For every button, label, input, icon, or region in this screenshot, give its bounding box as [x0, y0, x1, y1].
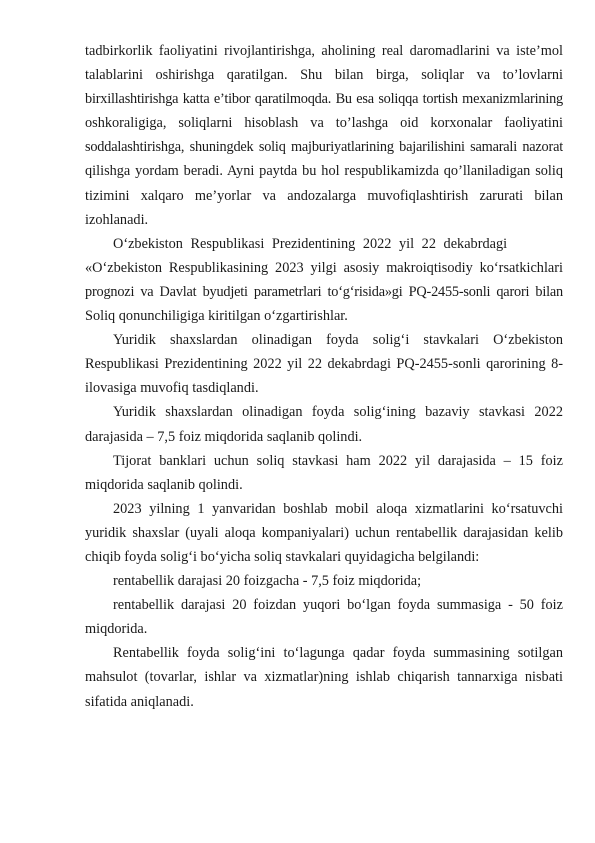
text-line: O‘zbekiston Respublikasi Prezidentining 2022 yil 22 dekabrdagi: [113, 235, 508, 252]
text-line: prognozi va Davlat byudjeti parametrlari to‘g‘risida»gi PQ-2455-sonli qarori bilan: [85, 283, 563, 300]
text-line: rentabellik darajasi 20 foizdan yuqori bo‘lgan foyda summasiga - 50 foiz: [113, 597, 563, 614]
text-line: oshkoraligiga, soliqlarni hisoblash va to’lashga oid korxonalar faoliyatini: [85, 115, 563, 132]
text-line: izohlanadi.: [85, 211, 149, 228]
text-line: rentabellik darajasi 20 foizgacha - 7,5 foiz miqdorida;: [113, 573, 422, 590]
text-line: Tijorat banklari uchun soliq stavkasi ham 2022 yil darajasida – 15 foiz: [113, 452, 563, 469]
text-line: Rentabellik foyda solig‘ini to‘lagunga qadar foyda summasining sotilgan: [113, 645, 563, 662]
text-line: Yuridik shaxslardan olinadigan foyda solig‘ining bazaviy stavkasi 2022: [113, 404, 563, 421]
text-line: Soliq qonunchiligiga kiritilgan o‘zgartirishlar.: [85, 308, 348, 325]
text-line: mahsulot (tovarlar, ishlar va xizmatlar)ning ishlab chiqarish tannarxiga nisbati: [85, 669, 563, 686]
text-line: qilishga yordam beradi. Ayni paytda bu hol respublikamizda qo’llaniladigan soliq: [85, 163, 563, 180]
text-line: birxillashtirishga katta e’tibor qaratilmoqda. Bu esa soliqqa tortish mexanizmlarining: [85, 91, 563, 108]
text-line: miqdorida saqlanib qolindi.: [85, 476, 243, 493]
text-line: tadbirkorlik faoliyatini rivojlantirishga, aholining real daromadlarini va iste’mol: [85, 43, 563, 59]
text-line: Yuridik shaxslardan olinadigan foyda solig‘i stavkalari O‘zbekiston: [113, 332, 563, 349]
text-line: Respublikasi Prezidentining 2022 yil 22 dekabrdagi PQ-2455-sonli qarorining 8-: [85, 356, 563, 373]
text-line: sifatida aniqlanadi.: [85, 693, 194, 710]
text-line: tizimini xalqaro me’yorlar va andozalarga muvofiqlashtirish zarurati bilan: [85, 187, 563, 204]
text-line: soddalashtirishga, shuningdek soliq majburiyatlarining bajarilishini samarali nazorat: [85, 139, 563, 156]
text-line: chiqib foyda solig‘i bo‘yicha soliq stavkalari quyidagicha belgilandi:: [85, 548, 480, 565]
text-line: «O‘zbekiston Respublikasining 2023 yilgi asosiy makroiqtisodiy ko‘rsatkichlari: [85, 259, 563, 276]
text-line: ilovasiga muvofiq tasdiqlandi.: [85, 380, 259, 397]
text-line: 2023 yilning 1 yanvaridan boshlab mobil aloqa xizmatlarini ko‘rsatuvchi: [113, 500, 563, 517]
text-line: talablarini oshirishga qaratilgan. Shu bilan birga, soliqlar va to’lovlarni: [85, 67, 563, 84]
text-line: darajasida – 7,5 foiz miqdorida saqlanib qolindi.: [85, 428, 363, 445]
text-line: miqdorida.: [85, 621, 148, 638]
text-line: yuridik shaxslar (uyali aloqa kompaniyalari) uchun rentabellik darajasidan kelib: [85, 524, 563, 541]
document-page: [85, 39, 563, 714]
